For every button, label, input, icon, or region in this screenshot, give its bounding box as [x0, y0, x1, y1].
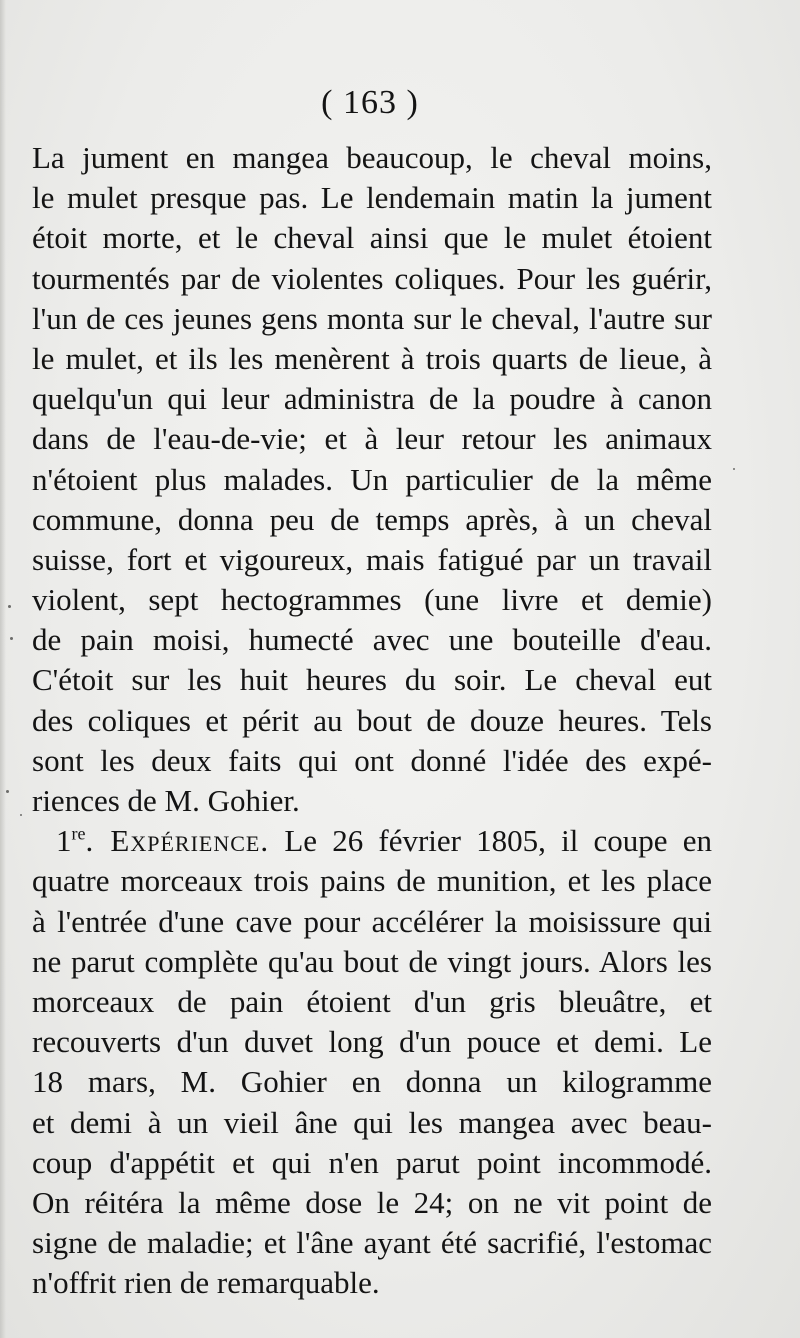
- experiment-heading-line: [32, 821, 712, 861]
- page-edge-shadow: [0, 0, 6, 1338]
- body-text: [32, 138, 712, 1303]
- text-line: tourmentés par de violentes coliques. Pour les guérir,: [32, 260, 712, 296]
- text-line: sont les deux faits qui ont donné l'idée des expé-: [32, 742, 712, 778]
- text-line: riences de M. Gohier.: [32, 783, 300, 818]
- text-line: dans de l'eau-de-vie; et à leur retour les animaux: [32, 421, 712, 457]
- paragraph-1: [32, 138, 712, 821]
- experiment-ordinal: re: [71, 823, 86, 844]
- text-line: l'un de ces jeunes gens monta sur le cheval, l'autre sur: [32, 300, 712, 336]
- text-line: C'étoit sur les huit heures du soir. Le cheval eut: [32, 662, 712, 698]
- text-line: signe de maladie; et l'âne ayant été sacrifié, l'estomac: [32, 1225, 712, 1261]
- paper-speck: [20, 814, 22, 816]
- text-line: le mulet presque pas. Le lendemain matin la jument: [32, 180, 712, 216]
- text-line: 18 mars, M. Gohier en donna un kilogramme: [32, 1064, 712, 1100]
- text-line: étoit morte, et le cheval ainsi que le mulet étoient: [32, 220, 712, 256]
- paper-speck: [8, 605, 11, 608]
- text-line: La jument en mangea beaucoup, le cheval moins,: [32, 140, 712, 175]
- text-line: et demi à un vieil âne qui les mangea avec beau-: [32, 1104, 712, 1140]
- experiment-label: . Expérience.: [85, 823, 270, 859]
- text-line: quatre morceaux trois pains de munition, et les place: [32, 863, 712, 899]
- text-line: n'étoient plus malades. Un particulier de la même: [32, 461, 712, 497]
- text-line: à l'entrée d'une cave pour accélérer la moisissure qui: [32, 903, 712, 939]
- paper-speck: [10, 637, 13, 640]
- text-line: des coliques et périt au bout de douze heures. Tels: [32, 702, 712, 738]
- experiment-date-text: Le 26 février 1805, il coupe en: [269, 823, 712, 859]
- paragraph-2: [32, 821, 712, 1303]
- paper-speck: [733, 468, 735, 470]
- text-line: quelqu'un qui leur administra de la poudre à canon: [32, 381, 712, 417]
- text-line: On réitéra la même dose le 24; on ne vit point de: [32, 1184, 712, 1220]
- text-line: coup d'appétit et qui n'en parut point incommodé.: [32, 1144, 712, 1180]
- experiment-number: 1: [56, 823, 72, 859]
- text-line: violent, sept hectogrammes (une livre et demie): [32, 582, 712, 618]
- text-line: ne parut complète qu'au bout de vingt jours. Alors les: [32, 943, 712, 979]
- paper-speck: [6, 790, 9, 793]
- text-line: le mulet, et ils les menèrent à trois quarts de lieue, à: [32, 340, 712, 376]
- text-line: suisse, fort et vigoureux, mais fatigué par un travail: [32, 541, 712, 577]
- text-line: de pain moisi, humecté avec une bouteille d'eau.: [32, 622, 712, 658]
- text-line: commune, donna peu de temps après, à un cheval: [32, 501, 712, 537]
- text-line: morceaux de pain étoient d'un gris bleuâtre, et: [32, 983, 712, 1019]
- text-line: recouverts d'un duvet long d'un pouce et demi. Le: [32, 1024, 712, 1060]
- text-line: n'offrit rien de remarquable.: [32, 1265, 380, 1301]
- page-number: ( 163 ): [321, 84, 419, 121]
